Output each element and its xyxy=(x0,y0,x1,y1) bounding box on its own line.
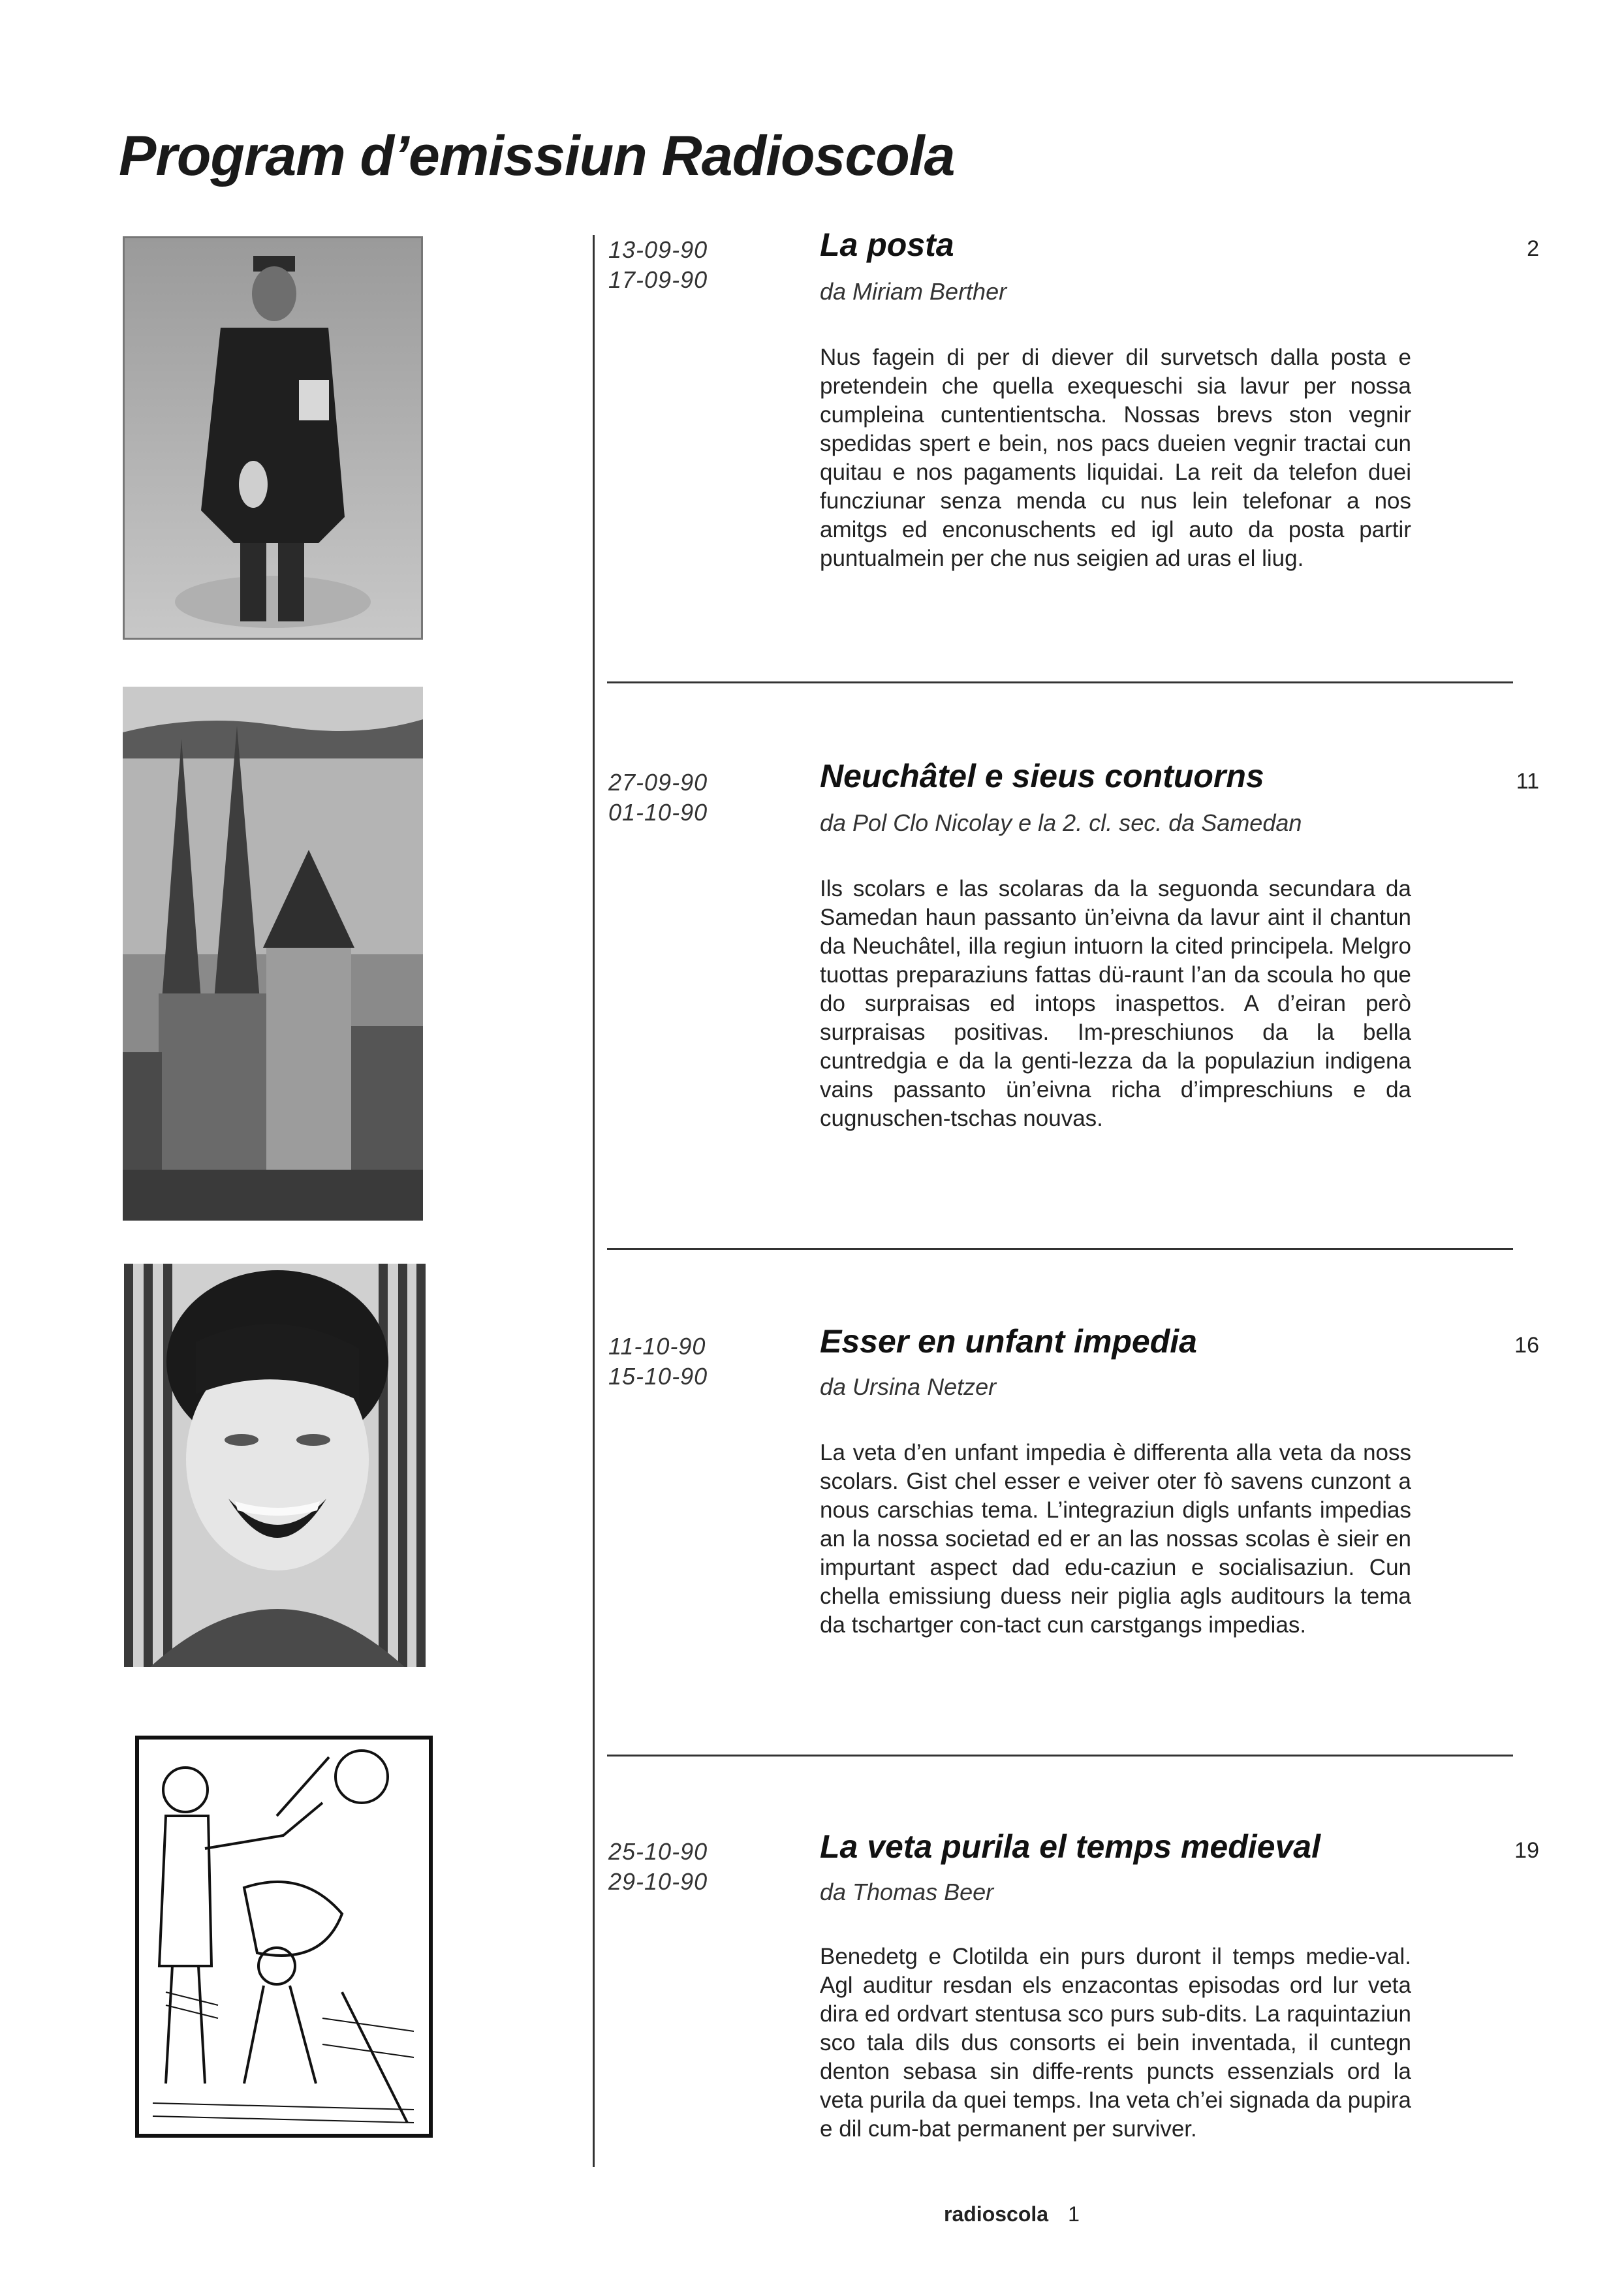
woodcut-peasants xyxy=(127,1718,437,2146)
photo-postman xyxy=(123,236,423,640)
page-number: 1 xyxy=(1068,2202,1080,2226)
section-divider xyxy=(607,681,1513,683)
episode-title: Neuchâtel e sieus contuorns xyxy=(820,758,1264,794)
episode-number: 16 xyxy=(1514,1333,1539,1358)
episode-author: da Pol Clo Nicolay e la 2. cl. sec. da Samedan xyxy=(820,809,1302,836)
episode-author: da Thomas Beer xyxy=(820,1879,994,1905)
footer-brand: radioscola xyxy=(944,2202,1049,2226)
episode-number: 2 xyxy=(1527,236,1539,261)
episode-title: Esser en unfant impedia xyxy=(820,1323,1197,1360)
broadcast-dates: 13-09-90 17-09-90 xyxy=(608,236,708,293)
photo-laughing-child xyxy=(124,1264,426,1667)
episode-description: Ils scolars e las scolaras da la seguonda secundara da Samedan haun passanto ün’eivna da lavur aint il chantun da Neuchâtel, illa regiun intuorn la cited principela. Melgro tuottas preparaziuns fattas dü-raunt l’an da scoula ho que do surpraisas ed intops inaspettos. A d’eiran però surpraisas positivas. Im-preschiunos da la bella cuntredgia e da la genti-lezza da la populaziun indigena vains passanto ün’eivna richa d’impreschiuns e da cugnuschen-tschas nouvas. xyxy=(820,876,1411,1131)
section-divider xyxy=(607,1755,1513,1756)
episode-description: Nus fagein di per di diever dil survetsch dalla posta e pretendein che quella exequeschi sia lavur per nossa cumpleina cuntentientscha. Nossas brevs ston vegnir spedidas spert e bein, nos pacs dueien vegnir tractai cun quitau e nos pagaments liquidai. La reit da telefon duei funcziunar senza menda cu nus lein telefonar a nos amitgs ed enconuschents ed igl auto da posta partir puntualmein per che nus seigien ad uras el liug. xyxy=(820,345,1411,571)
episode-author: da Ursina Netzer xyxy=(820,1373,997,1400)
episode-description: La veta d’en unfant impedia è differenta alla veta da noss scolars. Gist chel esser e veiver oter fò savens cunzont a nous carschias tema. L’integraziun digls unfants impedias an la nossa societad ed er an las nossas scolas è sieir en impurtant aspect dad edu-caziun e socialisaziun. Cun chella emissiung duess neir piglia agls auditours la tema da tschartger con-tact cun carstgangs impedias. xyxy=(820,1440,1411,1638)
broadcast-dates: 25-10-90 29-10-90 xyxy=(608,1838,708,1895)
page-footer xyxy=(944,2202,1080,2226)
broadcast-dates: 27-09-90 01-10-90 xyxy=(608,769,708,826)
episode-author: da Miriam Berther xyxy=(820,278,1007,305)
episode-title: La posta xyxy=(820,226,954,263)
episode-title: La veta purila el temps medieval xyxy=(820,1828,1320,1865)
section-divider xyxy=(607,1248,1513,1250)
page-title: Program d’emissiun Radioscola xyxy=(119,125,955,187)
column-divider xyxy=(593,235,595,2167)
photo-church xyxy=(123,687,423,1221)
episode-number: 11 xyxy=(1516,769,1539,794)
broadcast-dates: 11-10-90 15-10-90 xyxy=(608,1333,708,1390)
episode-description: Benedetg e Clotilda ein purs duront il temps medie-val. Agl auditur resdan els enzacontas episodas ord lur veta dira ed ordvart stentusa sco purs sub-dits. La raquintaziun sco tala dils dus consorts ei bein inventada, il cuntegn denton sebasa sin diffe-rents puncts essenzials ord la veta purila da quei temps. Ina veta ch’ei signada da pupira e dil cum-bat permanent per surviver. xyxy=(820,1944,1411,2142)
episode-number: 19 xyxy=(1514,1838,1539,1863)
